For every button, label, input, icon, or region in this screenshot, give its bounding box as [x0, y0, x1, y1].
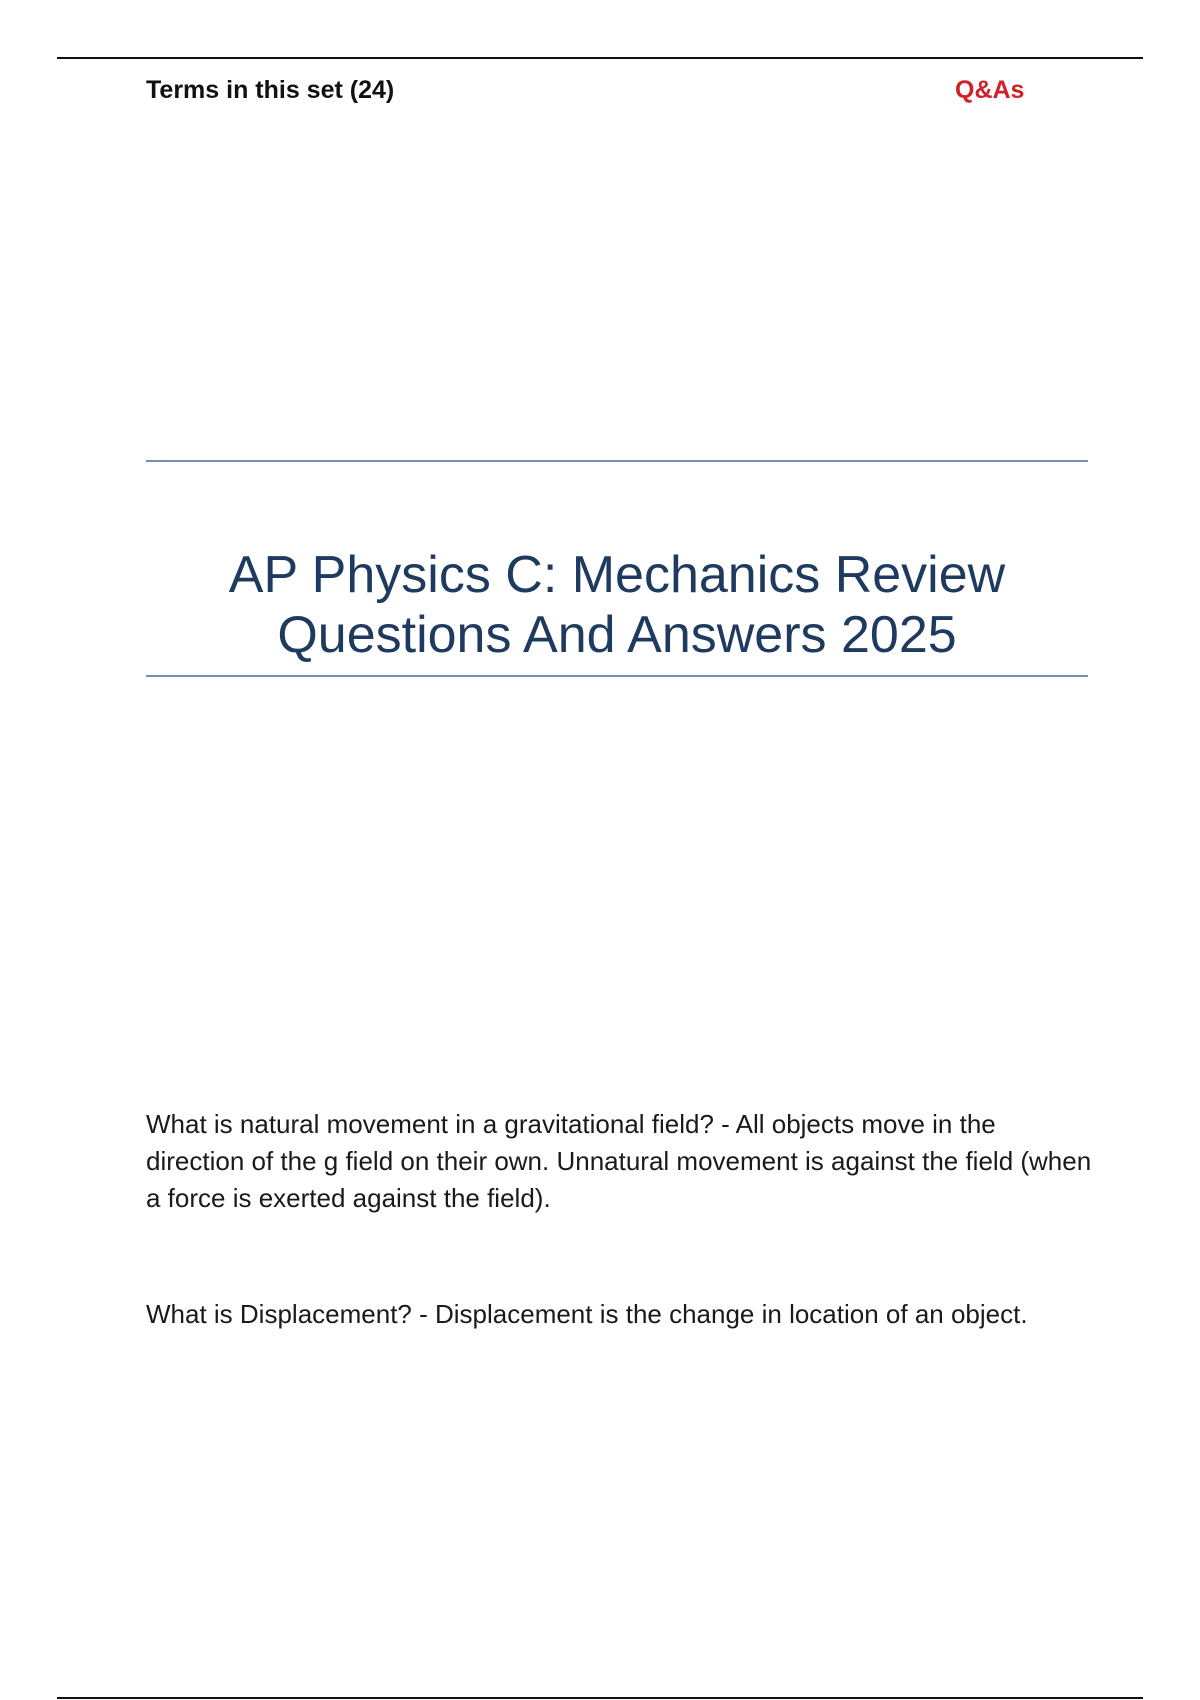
qa-item: What is Displacement? - Displacement is the change in location of an object.: [146, 1299, 1028, 1329]
qa-badge: Q&As: [955, 76, 1025, 104]
document-title-line-2: Questions And Answers 2025: [277, 606, 957, 664]
title-rule-bottom: [146, 675, 1088, 677]
title-rule-top: [146, 460, 1088, 462]
document-title-line-1: AP Physics C: Mechanics Review: [228, 546, 1006, 604]
qa-item: What is natural movement in a gravitational field? - All objects move in the direction of the g field on their own. Unnatural movement is against the field (when a force is exerted against the field).: [146, 1109, 1092, 1213]
top-divider: [57, 57, 1143, 59]
terms-count-label: Terms in this set (24): [146, 76, 395, 104]
bottom-divider: [57, 1697, 1143, 1699]
document-title: [146, 545, 1088, 665]
